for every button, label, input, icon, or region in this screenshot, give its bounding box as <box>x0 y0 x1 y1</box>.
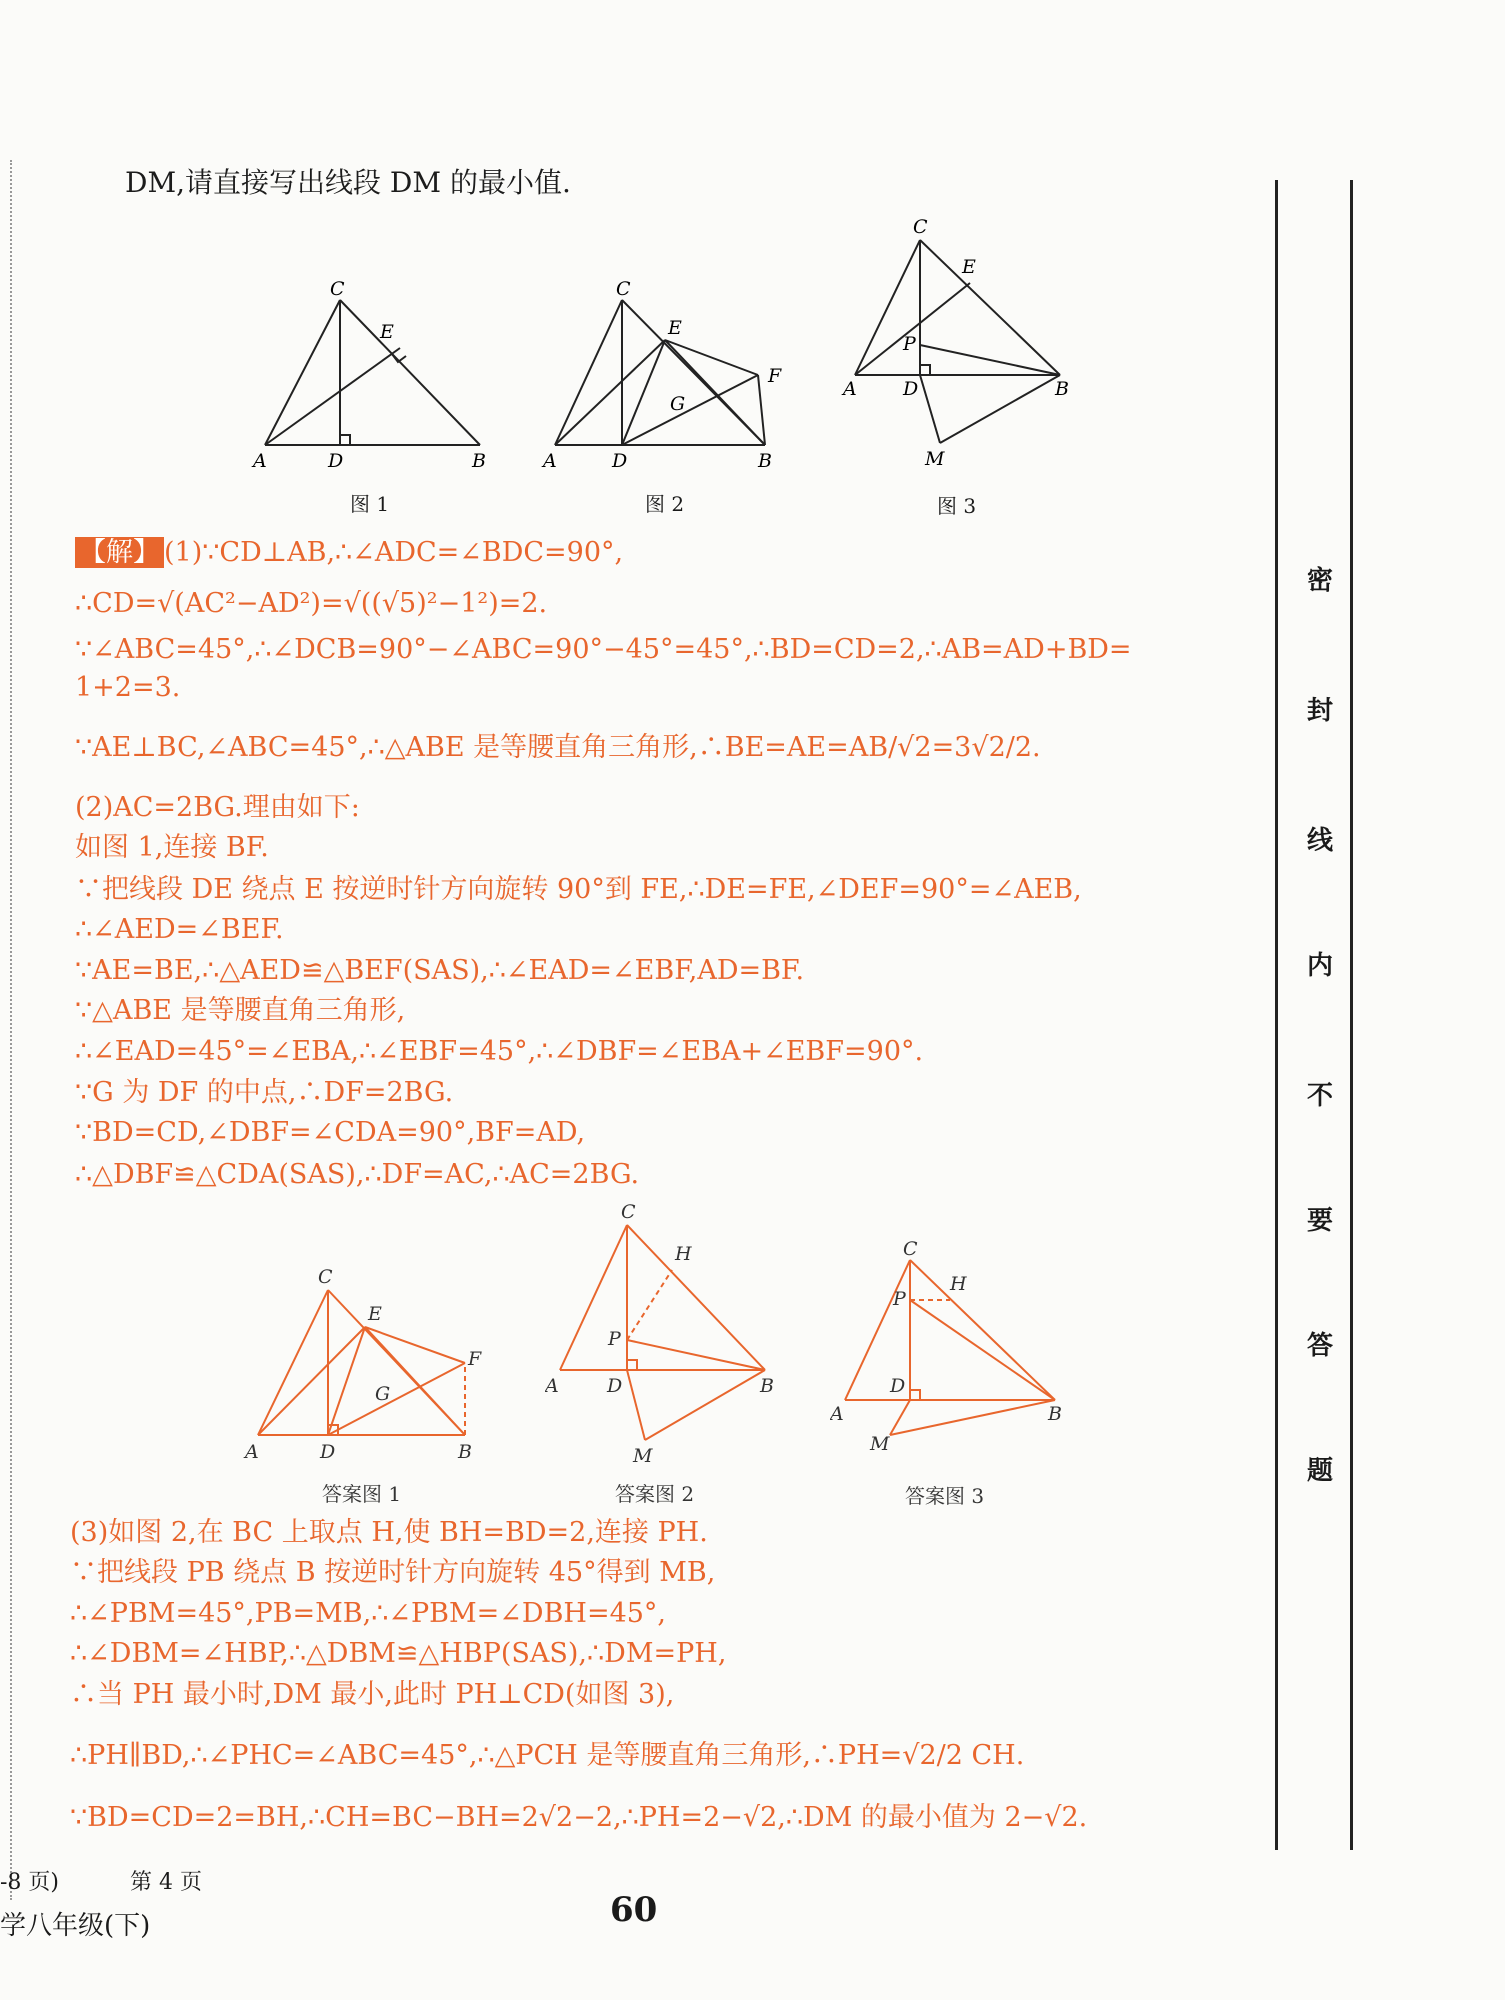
label-C: C <box>330 280 345 300</box>
margin-char-0: 密 <box>1306 566 1333 596</box>
figure-3 <box>840 215 1080 475</box>
solution-line-1: ∴CD=√(AC²−AD²)=√((√5)²−1²)=2. <box>75 588 548 619</box>
label-G: G <box>375 1383 391 1405</box>
label-M: M <box>633 1445 653 1467</box>
question-tail: DM,请直接写出线段 DM 的最小值. <box>125 166 571 199</box>
solution-line-6: 如图 1,连接 BF. <box>75 832 269 863</box>
label-C: C <box>318 1266 333 1288</box>
caption-answer-fig1: 答案图 1 <box>322 1482 402 1506</box>
footer-range: -8 页) <box>0 1870 60 1895</box>
margin-char-5: 要 <box>1306 1206 1333 1236</box>
solution-line-7: ∵把线段 DE 绕点 E 按逆时针方向旋转 90°到 FE,∴DE=FE,∠DEF=90°=∠AEB, <box>75 874 1082 905</box>
seal-line-left <box>1275 180 1278 1850</box>
fig1-line-AE <box>265 348 400 445</box>
label-M: M <box>870 1433 890 1455</box>
figure-1 <box>250 280 500 480</box>
part3-line-1: ∵把线段 PB 绕点 B 按逆时针方向旋转 45°得到 MB, <box>70 1557 716 1588</box>
solution-line-14: ∴△DBF≌△CDA(SAS),∴DF=AC,∴AC=2BG. <box>75 1159 640 1190</box>
label-D: D <box>320 1441 336 1463</box>
label-C: C <box>903 1240 918 1260</box>
page-number: 60 <box>610 1890 658 1930</box>
solution-line-11: ∴∠EAD=45°=∠EBA,∴∠EBF=45°,∴∠DBF=∠EBA+∠EBF=90°. <box>75 1036 924 1067</box>
solution-line-9: ∵AE=BE,∴△AED≌△BEF(SAS),∴∠EAD=∠EBF,AD=BF. <box>75 955 805 986</box>
solution-text: (1)∵CD⊥AB,∴∠ADC=∠BDC=90°, <box>164 537 624 568</box>
margin-char-2: 线 <box>1306 826 1333 856</box>
label-B: B <box>472 450 486 472</box>
solution-line-2: ∵∠ABC=45°,∴∠DCB=90°−∠ABC=90°−45°=45°,∴BD=CD=2,∴AB=AD+BD= <box>75 634 1132 665</box>
footer-page-ref: 第 4 页 <box>130 1870 202 1895</box>
label-E: E <box>962 256 976 278</box>
label-A: A <box>253 450 267 472</box>
margin-char-7: 题 <box>1306 1456 1333 1486</box>
label-F: F <box>768 365 782 387</box>
solution-line-3: 1+2=3. <box>75 672 181 703</box>
part3-line-5: ∴PH∥BD,∴∠PHC=∠ABC=45°,∴△PCH 是等腰直角三角形,∴PH=√2/2 CH. <box>70 1740 1025 1771</box>
answer-figure-3 <box>830 1240 1080 1460</box>
label-C: C <box>621 1201 636 1223</box>
label-H: H <box>675 1243 692 1265</box>
label-P: P <box>608 1328 621 1350</box>
label-G: G <box>670 393 686 415</box>
label-B: B <box>1048 1403 1062 1425</box>
solution-line-0 <box>75 535 623 571</box>
solution-tag: 【解】 <box>75 537 164 568</box>
margin-char-6: 答 <box>1306 1331 1333 1361</box>
part3-line-3: ∴∠DBM=∠HBP,∴△DBM≌△HBP(SAS),∴DM=PH, <box>70 1638 727 1669</box>
label-C: C <box>616 280 631 300</box>
solution-line-10: ∵△ABE 是等腰直角三角形, <box>75 995 406 1026</box>
caption-fig2: 图 2 <box>645 492 685 516</box>
caption-answer-fig2: 答案图 2 <box>615 1482 695 1506</box>
solution-line-13: ∵BD=CD,∠DBF=∠CDA=90°,BF=AD, <box>75 1117 586 1148</box>
part3-line-4: ∴当 PH 最小时,DM 最小,此时 PH⊥CD(如图 3), <box>70 1679 675 1710</box>
solution-line-12: ∵G 为 DF 的中点,∴DF=2BG. <box>75 1077 454 1108</box>
figure-2 <box>540 280 800 480</box>
label-D: D <box>890 1375 906 1397</box>
margin-char-4: 不 <box>1306 1081 1333 1111</box>
answer-figure-2 <box>545 1200 785 1470</box>
fig1-line-AC <box>265 300 340 445</box>
label-H: H <box>950 1273 967 1295</box>
label-A: A <box>843 378 857 400</box>
label-C: C <box>913 216 928 238</box>
solution-line-5: (2)AC=2BG.理由如下: <box>75 792 360 823</box>
label-A: A <box>830 1403 844 1425</box>
fig1-line-CB <box>340 300 480 445</box>
part3-line-2: ∴∠PBM=45°,PB=MB,∴∠PBM=∠DBH=45°, <box>70 1598 667 1629</box>
part3-line-0: (3)如图 2,在 BC 上取点 H,使 BH=BD=2,连接 PH. <box>70 1517 708 1548</box>
label-P: P <box>893 1288 906 1310</box>
solution-line-8: ∴∠AED=∠BEF. <box>75 914 284 945</box>
caption-fig1: 图 1 <box>350 492 390 516</box>
label-B: B <box>1055 378 1069 400</box>
caption-answer-fig3: 答案图 3 <box>905 1484 985 1508</box>
label-D: D <box>612 450 628 472</box>
label-B: B <box>458 1441 472 1463</box>
label-E: E <box>668 317 682 339</box>
solution-line-4: ∵AE⊥BC,∠ABC=45°,∴△ABE 是等腰直角三角形,∴BE=AE=AB/√2=3√2/2. <box>75 732 1041 763</box>
label-B: B <box>758 450 772 472</box>
footer-grade: 学八年级(下) <box>0 1911 151 1941</box>
label-D: D <box>903 378 919 400</box>
label-A: A <box>245 1441 259 1463</box>
label-D: D <box>328 450 344 472</box>
label-F: F <box>468 1348 482 1370</box>
label-P: P <box>903 333 916 355</box>
label-A: A <box>543 450 557 472</box>
label-M: M <box>925 448 945 470</box>
part3-line-6: ∵BD=CD=2=BH,∴CH=BC−BH=2√2−2,∴PH=2−√2,∴DM 的最小值为 2−√2. <box>70 1802 1088 1833</box>
label-A: A <box>545 1375 559 1397</box>
label-E: E <box>380 321 394 343</box>
caption-fig3: 图 3 <box>937 494 977 518</box>
seal-line-right <box>1350 180 1353 1850</box>
margin-char-3: 内 <box>1306 951 1333 981</box>
binding-dotted-line <box>10 160 12 1900</box>
label-E: E <box>368 1303 382 1325</box>
answer-figure-1 <box>240 1265 490 1475</box>
label-D: D <box>607 1375 623 1397</box>
margin-char-1: 封 <box>1306 696 1333 726</box>
label-B: B <box>760 1375 774 1397</box>
